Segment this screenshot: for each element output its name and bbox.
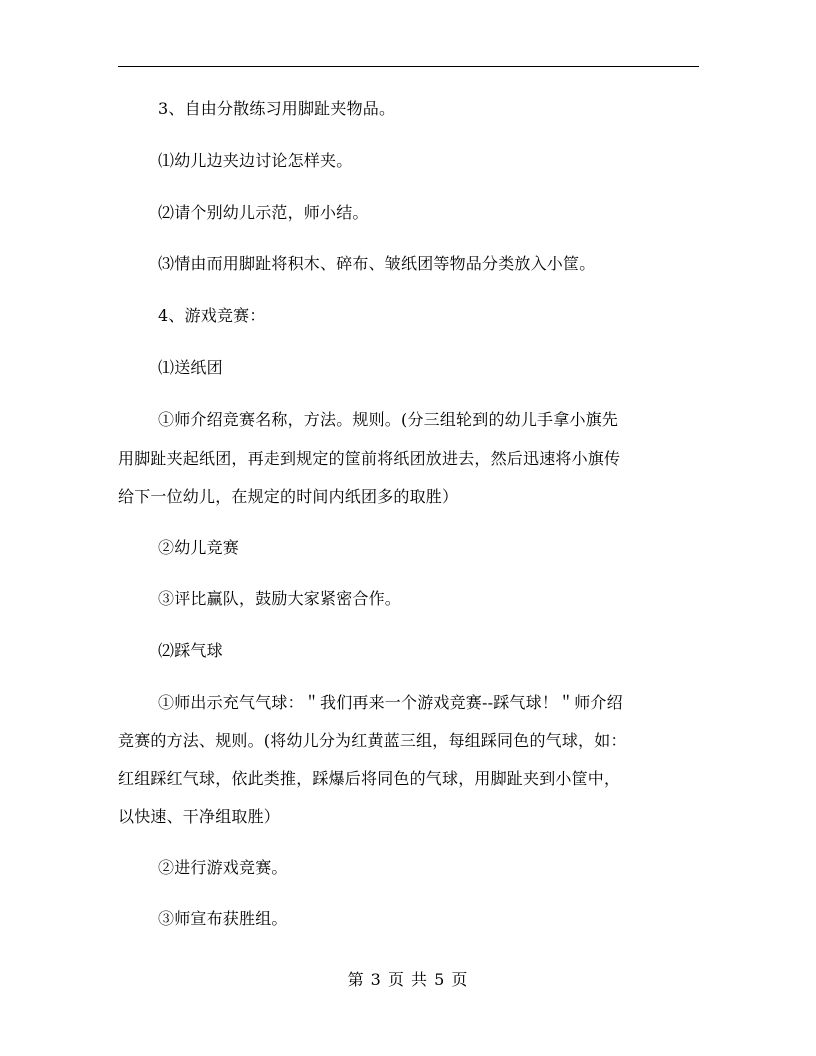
step-3-heading: 3、自由分散练习用脚趾夹物品。 [158,99,396,118]
game-1-title: ⑴送纸团 [158,358,223,377]
game-1-step-3: ③评比赢队，鼓励大家紧密合作。 [158,589,402,608]
header-rule [118,66,699,67]
game-1-rule-line-2: 用脚趾夹起纸团，再走到规定的筐前将纸团放进去，然后迅速将小旗传 [118,449,621,468]
game-1-rule-line-1: ①师介绍竞赛名称，方法。规则。(分三组轮到的幼儿手拿小旗先 [158,410,619,429]
game-1-step-2: ②幼儿竞赛 [158,538,240,557]
game-2-rule-line-2: 竞赛的方法、规则。(将幼儿分为红黄蓝三组，每组踩同色的气球，如： [118,731,627,750]
game-2-step-2: ②进行游戏竞赛。 [158,858,288,877]
game-2-step-3: ③师宣布获胜组。 [158,909,288,928]
step-3-item-1: ⑴幼儿边夹边讨论怎样夹。 [158,151,353,170]
step-3-item-2: ⑵请个别幼儿示范，师小结。 [158,203,369,222]
page-number-footer: 第 3 页 共 5 页 [347,970,469,989]
game-2-rule-line-3: 红组踩红气球，依此类推，踩爆后将同色的气球，用脚趾夹到小筐中， [118,769,621,788]
game-1-rule-line-3: 给下一位幼儿，在规定的时间内纸团多的取胜） [118,487,459,506]
game-2-rule-line-4: 以快速、干净组取胜） [118,807,281,826]
step-3-item-3: ⑶情由而用脚趾将积木、碎布、皱纸团等物品分类放入小筐。 [158,254,596,273]
step-4-heading: 4、游戏竞赛： [158,306,266,325]
game-2-title: ⑵踩气球 [158,641,223,660]
game-2-rule-line-1: ①师出示充气气球：＂我们再来一个游戏竞赛--踩气球！＂师介绍 [158,693,623,712]
